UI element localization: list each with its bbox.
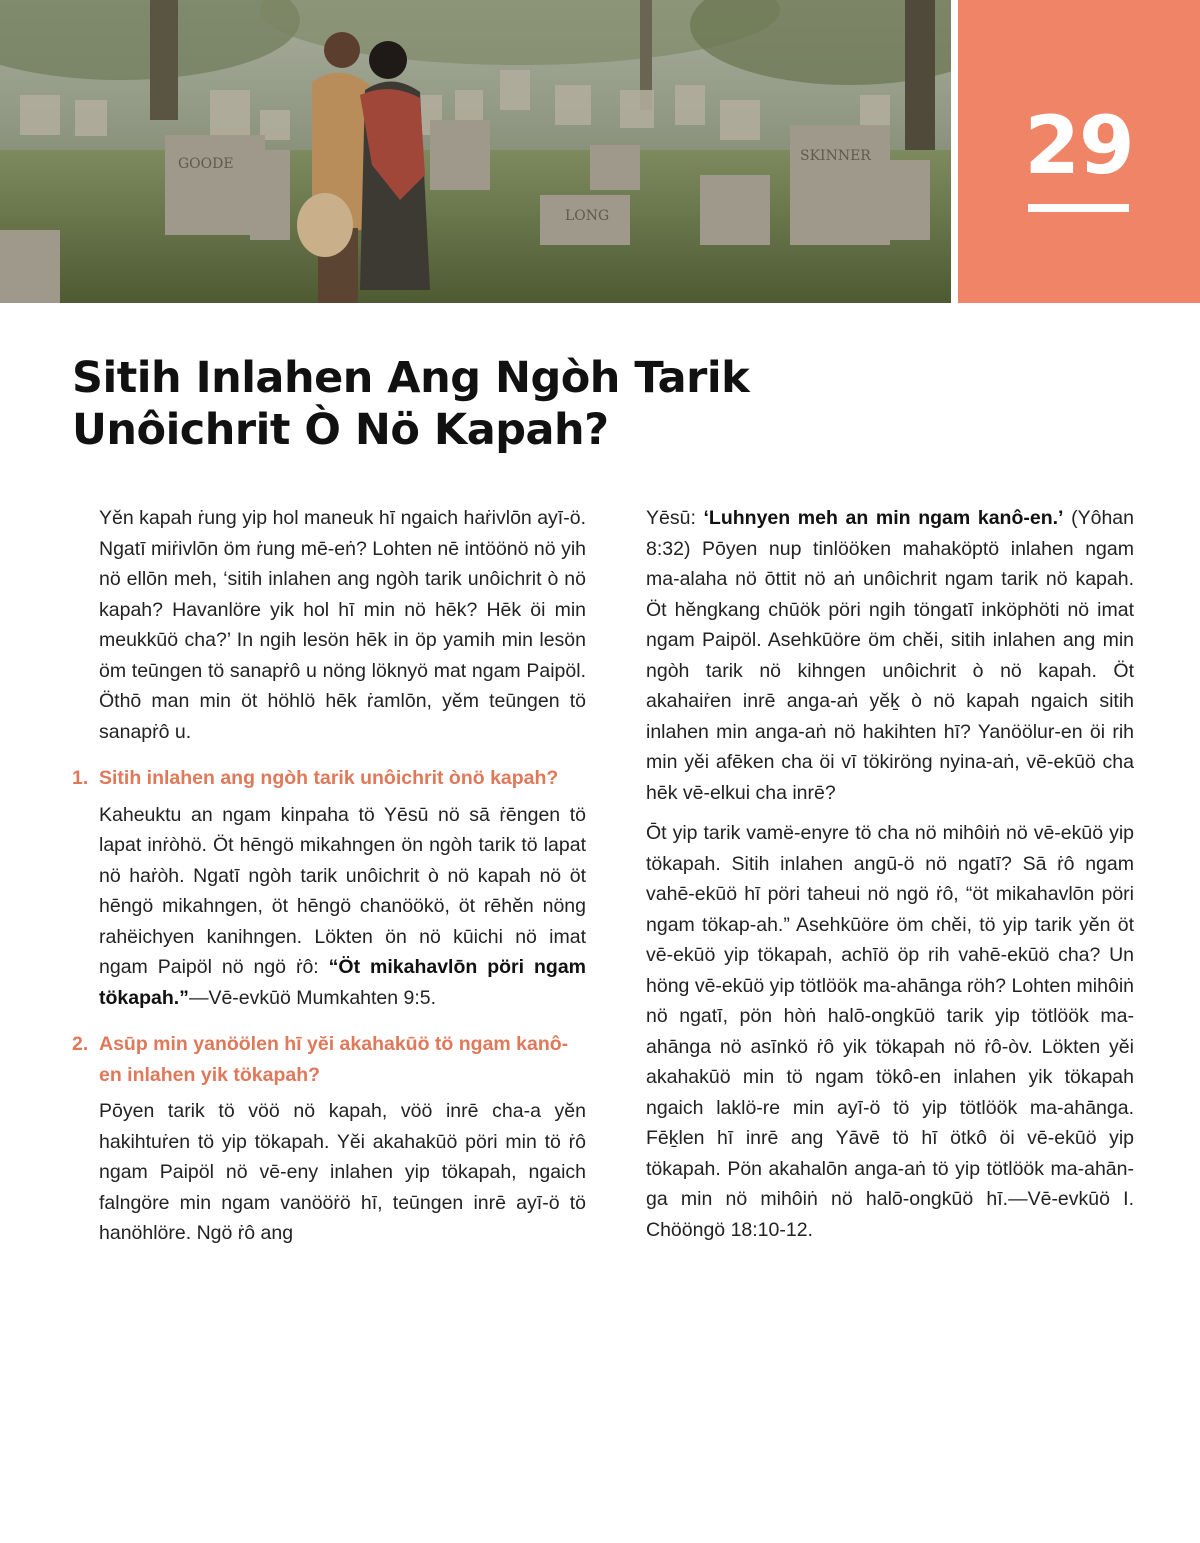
answer-2-continued xyxy=(646,503,1134,808)
question-1 xyxy=(72,763,586,794)
answer-2-paragraph: Pōyen tarik tö vöö nö kapah, vöö inrē cha-a yĕn hakihtuṙen tö yip tökapah. Yĕi akahakūö pöri min tö ṙô ngam Paipöl nö vē-eny inlahen yip tökapah, ngaich falngöre min ngam vanööṙö hī, teūngen inrē ayī-ö tö hanöhlöre. Ngö ṙô ang xyxy=(99,1100,586,1244)
question-1-number: 1. xyxy=(72,767,89,789)
question-2-text: Asūp min yanöölen hī yĕi akahakūö tö ngam kanô-en inlahen yik tökapah? xyxy=(99,1033,569,1086)
left-column xyxy=(72,503,586,1259)
lesson-number-badge xyxy=(958,0,1200,303)
answer-1-paragraph xyxy=(72,800,586,1014)
answer-1-quote: “Öt mikahavlōn pöri ngam tökapah.” xyxy=(99,956,586,1009)
right-column xyxy=(646,503,1134,1255)
page-title: Sitih Inlahen Ang Ngòh Tarik Unôichrit Ò Nö Kapah? xyxy=(72,353,750,455)
answer-1-reference: —Vē-evkūö Mumkahten 9:5. xyxy=(188,986,437,1009)
question-1-text: Sitih inlahen ang ngòh tarik unôichrit ònö kapah? xyxy=(99,767,559,789)
answer-2-speaker: Yēsū: xyxy=(646,507,696,529)
cemetery-illustration xyxy=(0,0,951,303)
answer-2-final-paragraph: Ōt yip tarik vamë-enyre tö cha nö mihôiṅ nö vē-ekūö yip tökapah. Sitih inlahen angū-ö nö ngatī? Sā ṙô ngam vahē-ekūö hī pöri taheui nö ngö ṙô, “öt mikahavlōn pöri ngam tökap-ah.” Asehkūöre öm chĕi, tö yip tarik yĕn öt vē-ekūö yip tökapah, achīö öp rih vahē-ekūö cha? Un höng vē-ekūö yip tötlöök ma-ahānga röh? Lohten mihôiṅ nö ngatī, pön hòṅ halō-ongkūö tarik yip tötlöök ma-ahānga nö asīnkö ṙô yik tökapah nö ṙô-òv. Lökten yĕi akahakūö min tö ngam tökô-en inlahen yik tökapah ngaich laklö-re min ayī-ö tö yip tötlöök ma-ahānga. Fēḵlen hī inrē ang Yāvē tö hī ötkô öi vē-ekūö yip tökapah. Pön akahalōn anga-aṅ tö yip tötlöök ma-ahān-ga min nö mihôiṅ nö halō-ongkūö hī.—Vē-evkūö I. Chööngö 18:10-12. xyxy=(646,822,1134,1241)
lesson-number: 29 xyxy=(1024,99,1134,192)
question-2-number: 2. xyxy=(72,1033,89,1055)
hero-image xyxy=(0,0,951,303)
answer-1-text: Kaheuktu an ngam kinpaha tö Yēsū nö sā ṙēngen tö lapat inṙòhö. Öt hēngö mikahngen ön ngòh tarik tö lapat nö haṙòh. Ngatī ngòh tarik unôichrit ò nö kapah nö öt hēngö mikahngen, öt hēngö chanöökö, öt rēhĕn nöng rahëichyen kanihngen. Lökten ön nö kūichi nö imat ngam Paipöl nö ngö ṙô: xyxy=(99,803,586,978)
headstone-inscription-2: SKINNER xyxy=(800,148,871,164)
intro-paragraph: Yĕn kapah ṙung yip hol maneuk hī ngaich haṙivlōn ayī-ö. Ngatī miṙivlōn öm ṙung mē-eṅ? Lohten nē intöönö nö yih nö ellōn meh, ‘sitih inlahen ang ngòh tarik unôichrit ò nö kapah? Havanlöre yik hol hī min nö hēk? Hēk öi min meukkūö cha?’ In ngih lesön hēk in öp yamih min lesön öm teūngen tö sanapṙô u nöng löknyö mat ngam Paipöl. Öthō man min öt höhlö hēk ṙamlōn, yĕm teūngen tö sanapṙô u. xyxy=(99,507,586,743)
headstone-inscription-1: GOODE xyxy=(178,156,234,172)
question-2 xyxy=(72,1029,586,1090)
badge-underline xyxy=(1028,204,1129,212)
answer-2-quote: ‘Luhnyen meh an min ngam kanô-en.’ xyxy=(703,507,1064,529)
answer-2-continued-text: (Yôhan 8:32) Pōyen nup tinlööken mahaköptö inlahen ngam ma-alaha nö ōttit nö aṅ unôichrit ngam tarik nö kapah. Öt hĕngkang chūök pöri ngih töngatī inköphöti nö imat ngam Paipöl. Asehkūöre öm chĕi, sitih inlahen ang min ngòh tarik nö kihngen unôichrit ò nö kapah. Öt akahaiṙen inrē anga-aṅ yĕḵ ò nö kapah ngaich sitih inlahen min anga-aṅ nö hakihten hī? Yanöölur-en öi rih min yĕi afēken cha öi vī tökiröng nyina-aṅ, vē-ekūö cha hēk vē-elkui cha inrē? xyxy=(646,507,1134,804)
headstone-inscription-3: LONG xyxy=(565,208,610,224)
